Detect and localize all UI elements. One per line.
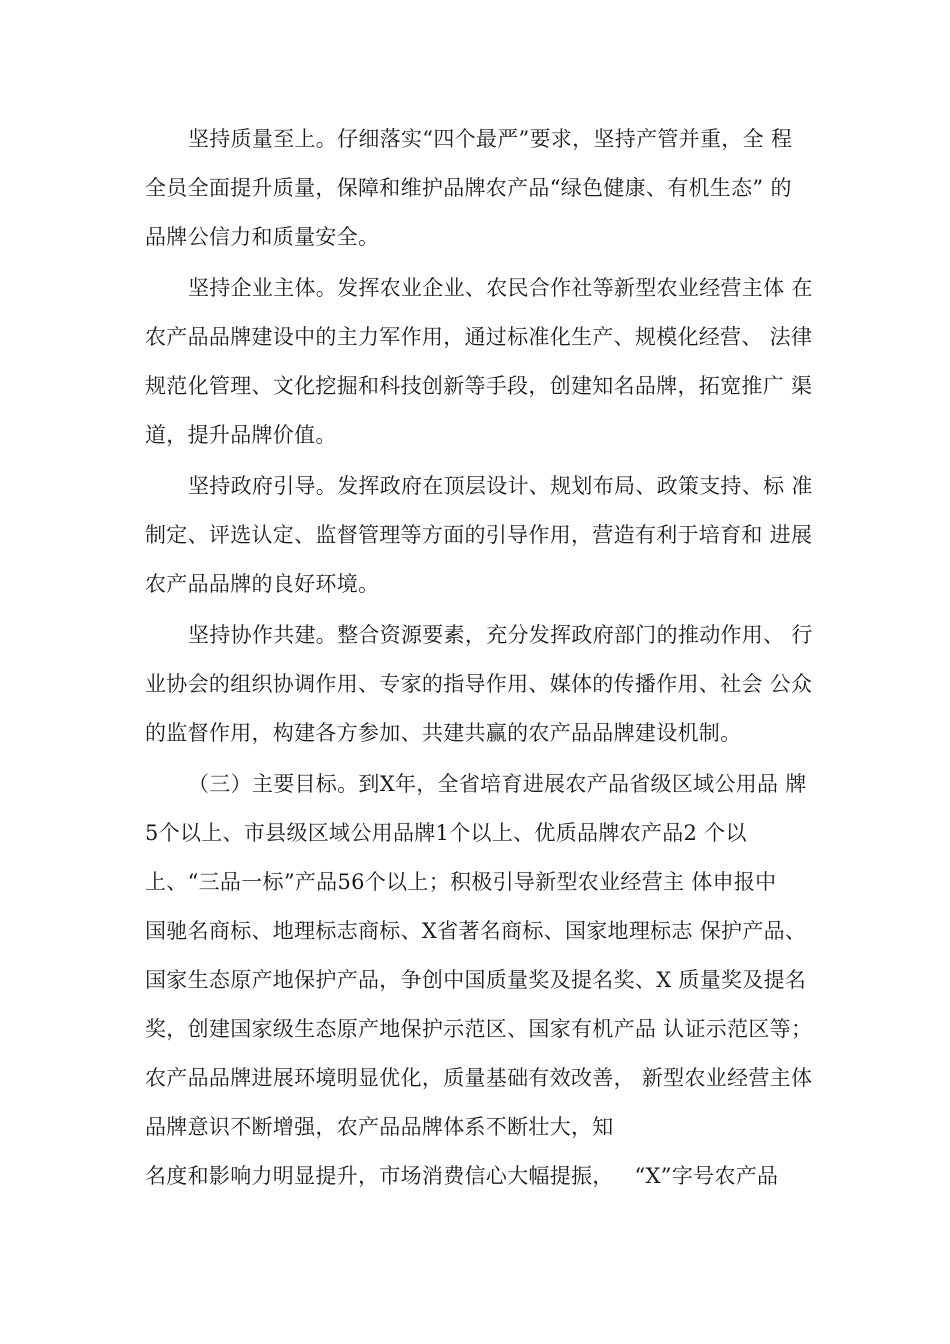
- paragraph-goals-line-5: 国家生态原产地保护产品，争创中国质量奖及提名奖、X 质量奖及提名: [145, 968, 807, 992]
- paragraph-enterprise-line-4: 道，提升品牌价值。: [145, 423, 337, 447]
- paragraph-enterprise-line-1: 坚持企业主体。发挥农业企业、农民合作社等新型农业经营主体 在: [188, 276, 813, 300]
- paragraph-goals-line-9: 名度和影响力明显提升，市场消费信心大幅提振， “X”字号农产品: [145, 1164, 779, 1188]
- paragraph-goals-line-8: 品牌意识不断增强，农产品品牌体系不断壮大，知: [145, 1115, 614, 1139]
- paragraph-quality-line-3: 品牌公信力和质量安全。: [145, 225, 380, 249]
- paragraph-government-line-2: 制定、评选认定、监督管理等方面的引导作用，营造有利于培育和 进展: [145, 523, 813, 547]
- paragraph-cooperation-line-2: 业协会的组织协调作用、专家的指导作用、媒体的传播作用、社会 公众: [145, 672, 813, 696]
- paragraph-goals-line-6: 奖，创建国家级生态原产地保护示范区、国家有机产品 认证示范区等；: [145, 1017, 813, 1041]
- paragraph-cooperation-line-1: 坚持协作共建。整合资源要素，充分发挥政府部门的推动作用、 行: [188, 623, 813, 647]
- paragraph-enterprise-line-2: 农产品品牌建设中的主力军作用，通过标准化生产、规模化经营、 法律: [145, 325, 813, 349]
- paragraph-enterprise-line-3: 规范化管理、文化挖掘和科技创新等手段，创建知名品牌，拓宽推广 渠: [145, 374, 813, 398]
- paragraph-quality-line-2: 全员全面提升质量，保障和维护品牌农产品“绿色健康、有机生态” 的: [145, 176, 792, 200]
- paragraph-goals-line-4: 国驰名商标、地理标志商标、X省著名商标、国家地理标志 保护产品、: [145, 919, 807, 943]
- paragraph-goals-line-1: （三）主要目标。到X年，全省培育进展农产品省级区域公用品 牌: [188, 772, 807, 796]
- paragraph-goals-line-2: 5个以上、市县级区域公用品牌1个以上、优质品牌农产品2 个以: [145, 821, 747, 845]
- paragraph-goals-line-3: 上、“三品一标”产品56个以上；积极引导新型农业经营主 体申报中: [145, 870, 777, 894]
- paragraph-quality-line-1: 坚持质量至上。仔细落实“四个最严”要求，坚持产管并重，全 程: [188, 127, 793, 151]
- paragraph-government-line-1: 坚持政府引导。发挥政府在顶层设计、规划布局、政策支持、标 准: [188, 474, 813, 498]
- paragraph-cooperation-line-3: 的监督作用，构建各方参加、共建共赢的农产品品牌建设机制。: [145, 721, 742, 745]
- paragraph-government-line-3: 农产品品牌的良好环境。: [145, 572, 380, 596]
- paragraph-goals-line-7: 农产品品牌进展环境明显优化，质量基础有效改善， 新型农业经营主体: [145, 1066, 813, 1090]
